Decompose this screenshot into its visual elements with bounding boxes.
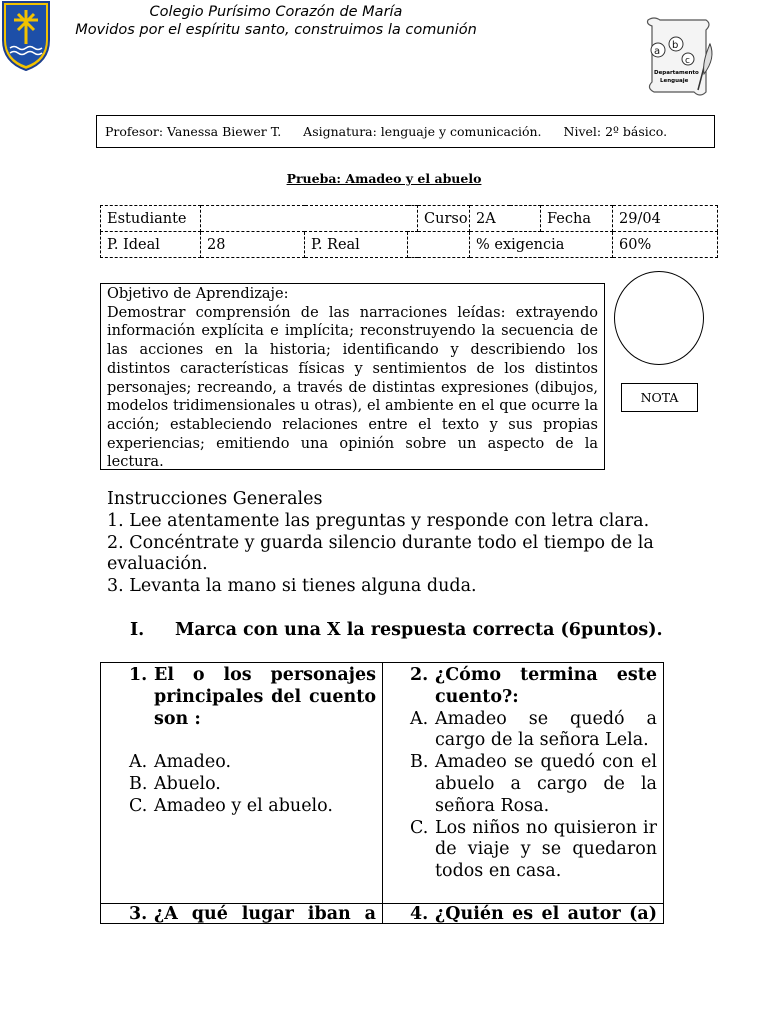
instructions-title: Instrucciones Generales (107, 489, 323, 509)
svg-text:a: a (654, 46, 661, 57)
instruction-item: 1. Lee atentamente las preguntas y responde con letra clara. (107, 510, 650, 531)
option-a[interactable]: A. Amadeo se quedó a cargo de la señora Lela. (410, 708, 657, 751)
option-b[interactable]: B. Amadeo se quedó con el abuelo a cargo de la señora Rosa. (410, 752, 657, 816)
question-2 (410, 665, 657, 883)
questions-table (100, 662, 664, 924)
instruction-item: 2. Concéntrate y guarda silencio durante todo el tiempo de la evaluación. (107, 532, 654, 575)
date-label: Fecha (541, 206, 613, 232)
option-c[interactable]: C. Amadeo y el abuelo. (129, 795, 333, 816)
instruction-item: 3. Levanta la mano si tienes alguna duda. (107, 576, 477, 597)
course-value: 2A (470, 206, 541, 232)
option-c[interactable]: C. Los niños no quisieron ir de viaje y se quedaron todos en casa. (410, 817, 657, 882)
section-number: I. (130, 620, 145, 640)
question-text: ¿Quién es el autor (a) (435, 904, 657, 924)
ideal-score-label: P. Ideal (101, 232, 201, 258)
question-number: 4. (410, 904, 429, 924)
department-logo (640, 14, 720, 100)
question-number: 1. (129, 665, 148, 685)
dept-logo-line2: Lenguaje (660, 78, 689, 84)
svg-text:c: c (685, 56, 690, 66)
student-field[interactable] (201, 206, 418, 232)
grade-label: NOTA (621, 383, 698, 412)
general-instructions (107, 489, 687, 598)
real-score-label: P. Real (305, 232, 408, 258)
objective-heading: Objetivo de Aprendizaje: (107, 286, 289, 302)
dept-logo-line1: Departamento (654, 70, 699, 76)
option-b[interactable]: B. Abuelo. (129, 773, 221, 794)
question-3 (129, 904, 376, 924)
student-label: Estudiante (101, 206, 201, 232)
question-text: ¿Cómo termina este cuento?: (435, 665, 657, 707)
date-value: 29/04 (613, 206, 718, 232)
section-title: Marca con una X la respuesta correcta (6puntos). (175, 620, 663, 640)
section-heading (130, 620, 663, 640)
learning-objective-box (100, 283, 605, 470)
question-text: El o los personajes principales del cuento son : (154, 665, 376, 729)
subject: Asignatura: lenguaje y comunicación. (303, 124, 542, 139)
school-name: Colegio Purísimo Corazón de María (149, 4, 403, 20)
test-title: Prueba: Amadeo y el abuelo (286, 171, 482, 186)
exigencia-label: % exigencia (470, 232, 613, 258)
question-number: 2. (410, 665, 429, 685)
real-score-field[interactable] (408, 232, 470, 258)
svg-text:b: b (672, 40, 679, 51)
question-1 (129, 665, 376, 818)
school-motto: Movidos por el espíritu santo, construimos la comunión (75, 22, 477, 38)
ideal-score-value: 28 (201, 232, 305, 258)
exigencia-value: 60% (613, 232, 718, 258)
teacher-info-box (96, 115, 715, 148)
scroll-icon (640, 14, 720, 100)
question-4 (410, 904, 657, 924)
option-a[interactable]: A. Amadeo. (129, 752, 232, 773)
course-label: Curso (418, 206, 470, 232)
teacher-name: Profesor: Vanessa Biewer T. (105, 124, 282, 139)
question-text: ¿A qué lugar iban a (154, 904, 376, 924)
column-divider (382, 663, 383, 924)
question-number: 3. (129, 904, 148, 924)
grade-circle[interactable] (614, 271, 704, 365)
objective-text: Demostrar comprensión de las narraciones leídas: extrayendo información explícita e implícita; reconstruyendo la secuencia de las acciones en la historia; identificando y describiendo los distintos características físicas y sentimientos de los distintos personajes; recreando, a través de distintas expresiones (dibujos, modelos tridimensionales u otras), el ambiente en el que ocurre la acción; estableciendo relaciones entre el texto y sus propias experiencias; emitiendo una opinión sobre un aspecto de la lectura. (107, 304, 598, 471)
student-info-table (100, 205, 718, 258)
level: Nivel: 2º básico. (563, 124, 668, 139)
